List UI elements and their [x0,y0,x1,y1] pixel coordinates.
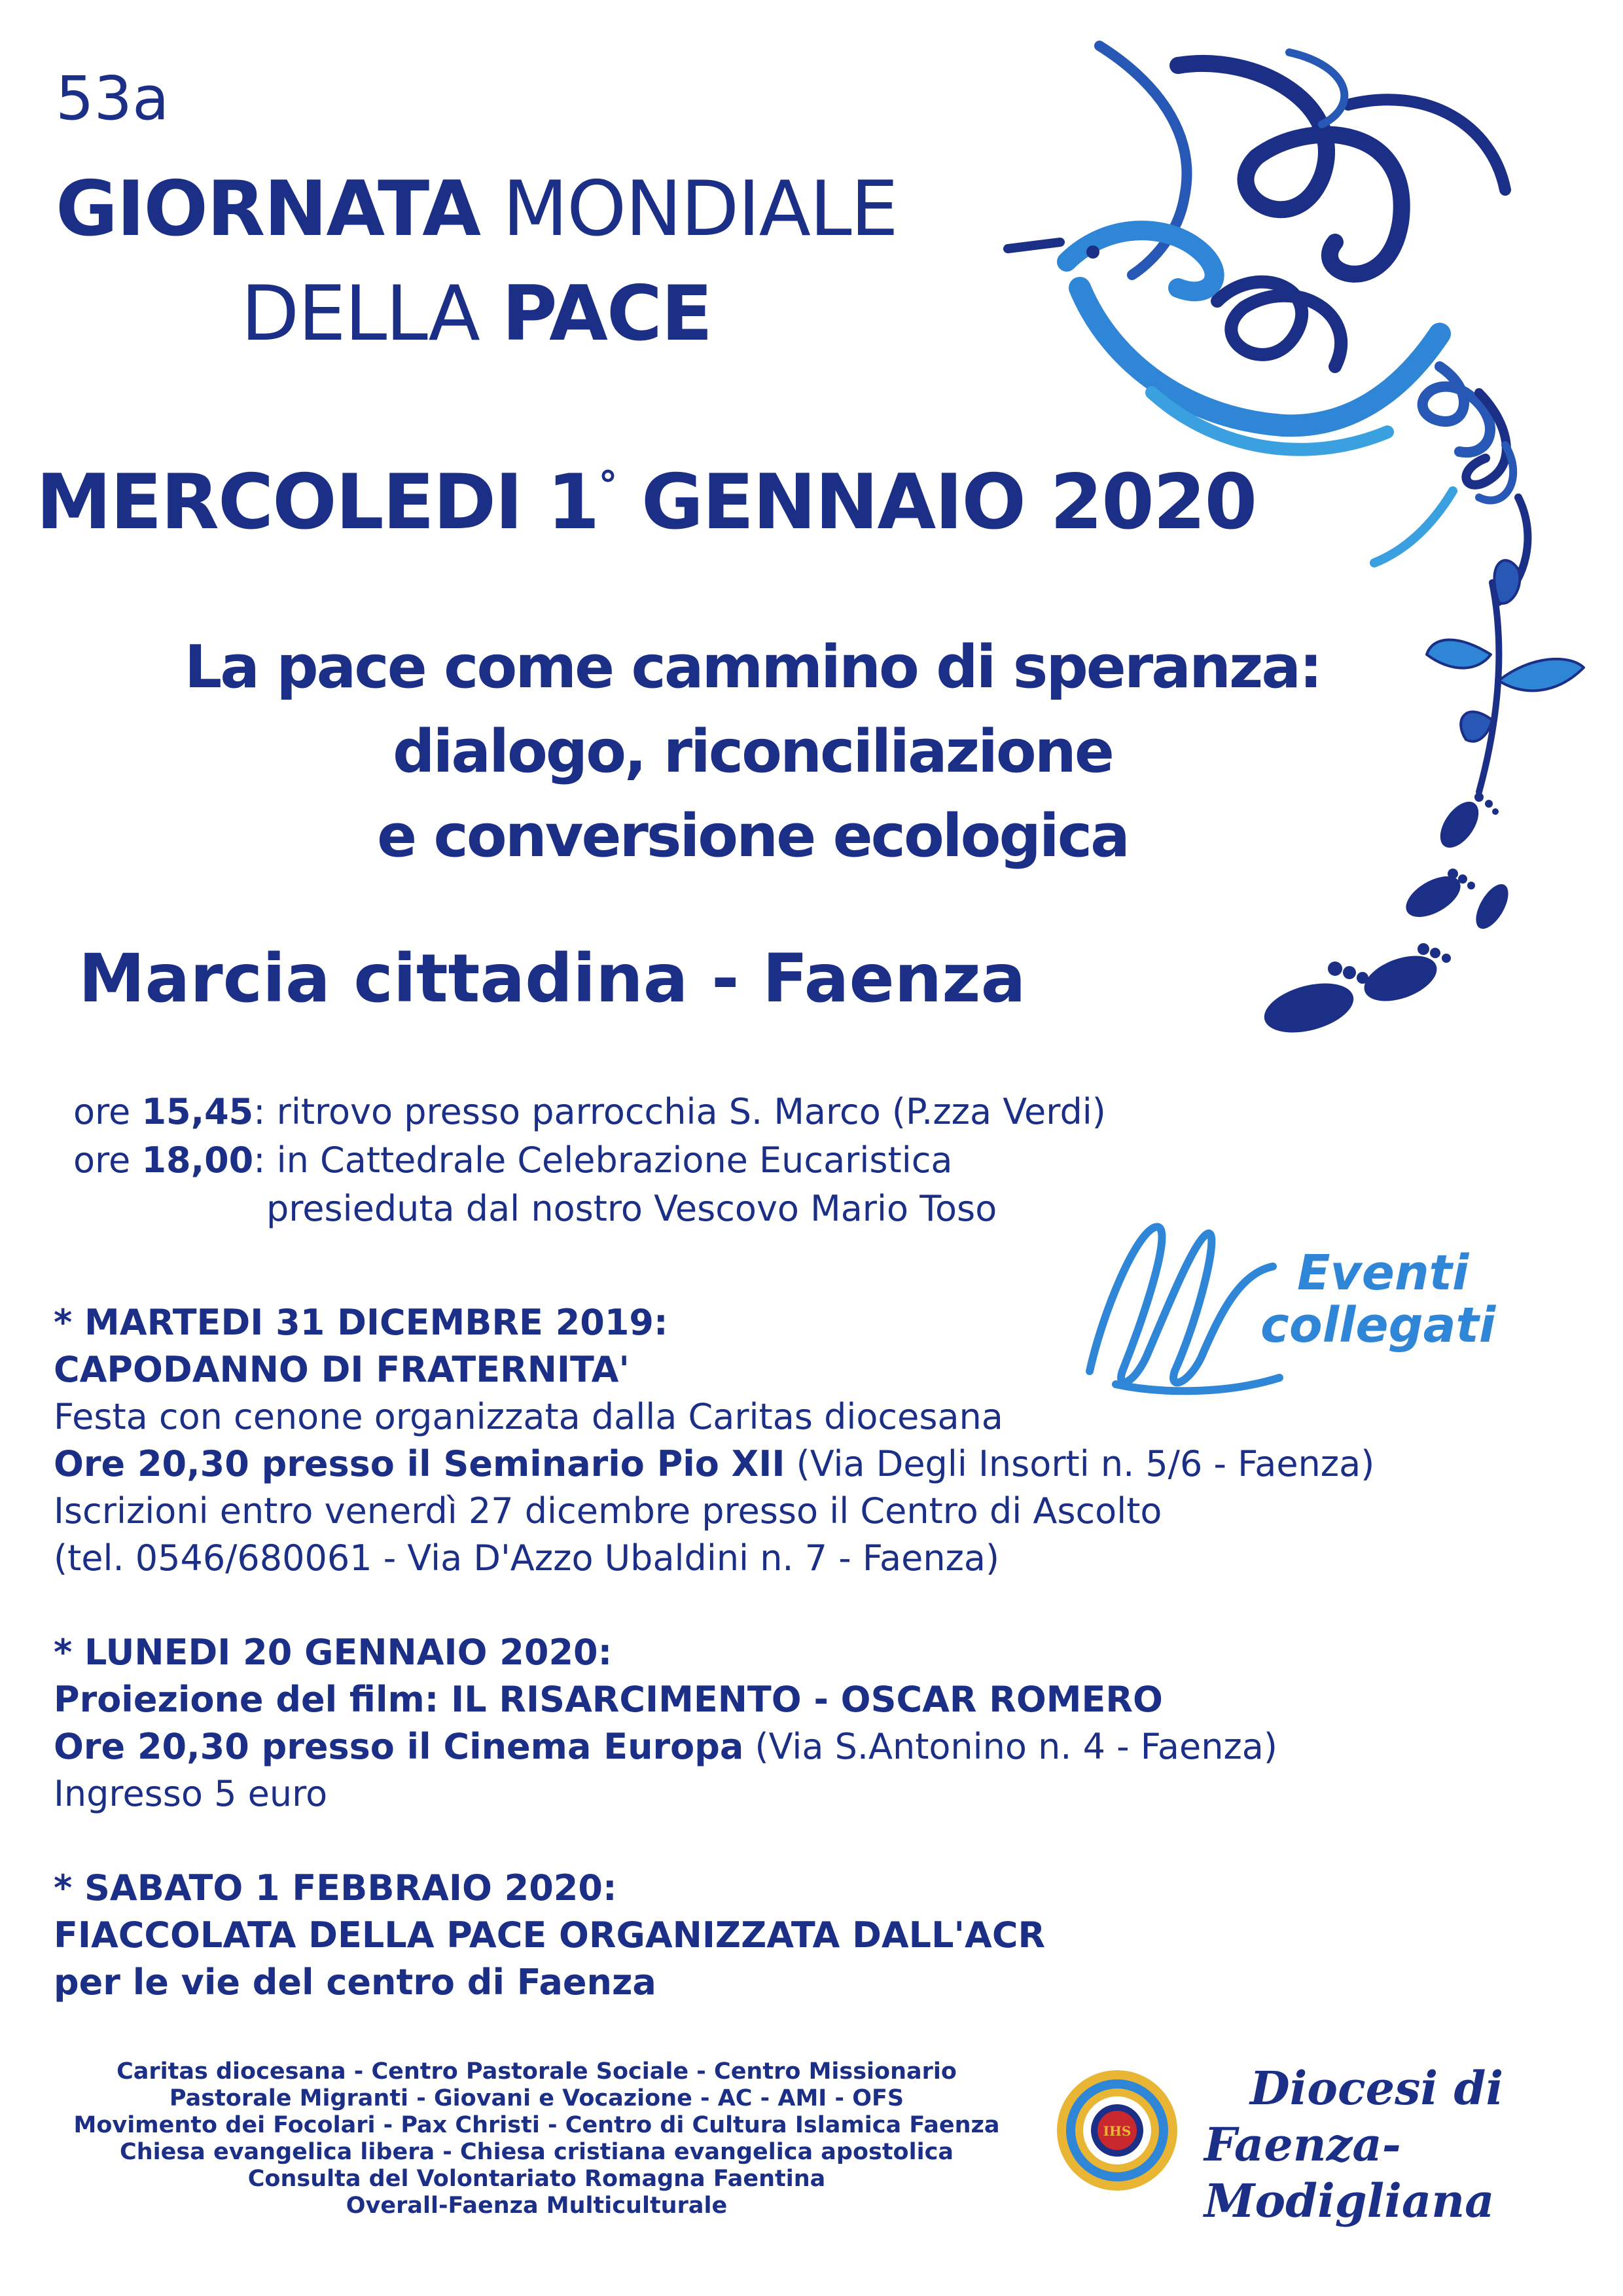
edition-number: 53a [56,63,169,134]
event-date: * SABATO 1 FEBBRAIO 2020: [54,1867,617,1909]
event-date: * LUNEDI 20 GENNAIO 2020: [54,1632,613,1673]
title-line-2 [241,270,712,358]
event-time [54,1723,1374,1770]
organizers-line: Caritas diocesana - Centro Pastorale Sociale - Centro Missionario [116,2058,957,2085]
event-extra: (tel. 0546/680061 - Via D'Azzo Ubaldini n. 7 - Faenza) [54,1537,1000,1579]
event-title: CAPODANNO DI FRATERNITA' [54,1349,630,1390]
organizers-line: Overall-Faenza Multiculturale [346,2193,728,2219]
schedule-item-2-continuation: presieduta dal nostro Vescovo Mario Toso [266,1188,997,1229]
organizers-line: Chiesa evangelica libera - Chiesa cristiana evangelica apostolica [120,2139,954,2165]
diocese-name [1204,2060,1623,2229]
date-day: MERCOLEDI 1 [36,458,599,547]
diocese-line-1: Diocesi di [1250,2061,1504,2115]
related-line-2: collegati [1260,1297,1496,1354]
theme-line-2: dialogo, riconciliazione [393,717,1113,786]
event-time-bold: Ore 20,30 presso il Cinema Europa [54,1726,744,1767]
event-time [54,1441,1374,1488]
march-schedule [73,1088,1106,1233]
date-rest: GENNAIO 2020 [616,458,1257,547]
event-desc: Festa con cenone organizzata dalla Caritas diocesana [54,1396,1003,1437]
theme-line-1: La pace come cammino di speranza: [184,633,1321,702]
event-item [54,1629,1374,1818]
event-title: Proiezione del film: IL RISARCIMENTO - OSCAR ROMERO [54,1679,1163,1720]
theme-block [0,625,1505,878]
related-line-1: Eventi [1297,1245,1469,1301]
organizers-line: Pastorale Migranti - Giovani e Vocazione - AC - AMI - OFS [169,2085,904,2111]
event-date [36,458,1257,547]
events-list [54,1299,1374,2006]
title-bold-word-2: PACE [501,270,712,358]
event-title: FIACCOLATA DELLA PACE ORGANIZZATA DALL'ACR [54,1914,1046,1956]
event-extra: Ingresso 5 euro [54,1773,328,1814]
title-bold-word: GIORNATA [56,165,480,253]
event-date: * MARTEDI 31 DICEMBRE 2019: [54,1302,668,1343]
emblem-text: IHS [1103,2123,1132,2139]
event-time-rest: (Via Degli Insorti n. 5/6 - Faenza) [785,1443,1375,1484]
event-time-rest: (Via S.Antonino n. 4 - Faenza) [743,1726,1277,1767]
schedule-time: 15,45 [141,1091,254,1132]
organizers-line: Consulta del Volontariato Romagna Faentina [247,2166,826,2192]
schedule-text: : in Cattedrale Celebrazione Eucaristica [253,1139,953,1181]
title-light-word: MONDIALE [480,165,897,253]
schedule-prefix: ore [73,1139,142,1181]
title-light-word-2: DELLA [241,270,502,358]
event-item [54,1865,1374,2006]
event-extra: Iscrizioni entro venerdì 27 dicembre presso il Centro di Ascolto [54,1490,1162,1532]
diocese-line-2: Faenza-Modigliana [1204,2117,1495,2228]
organizers-list [52,2058,1021,2219]
date-degree: ° [598,463,616,507]
march-title: Marcia cittadina - Faenza [79,940,1026,1018]
theme-line-3: e conversione ecologica [377,802,1128,870]
schedule-time: 18,00 [141,1139,254,1181]
title-line-1 [56,165,897,253]
schedule-item-1 [73,1088,1106,1136]
event-desc: per le vie del centro di Faenza [54,1962,656,2003]
schedule-prefix: ore [73,1091,142,1132]
schedule-item-2 [73,1136,1106,1185]
diocese-emblem-icon [1055,2068,1179,2193]
event-time-bold: Ore 20,30 presso il Seminario Pio XII [54,1443,785,1484]
event-item [54,1299,1374,1582]
organizers-line: Movimento dei Focolari - Pax Christi - Centro di Cultura Islamica Faenza [73,2112,1000,2138]
schedule-text: : ritrovo presso parrocchia S. Marco (P.zza Verdi) [253,1091,1106,1132]
